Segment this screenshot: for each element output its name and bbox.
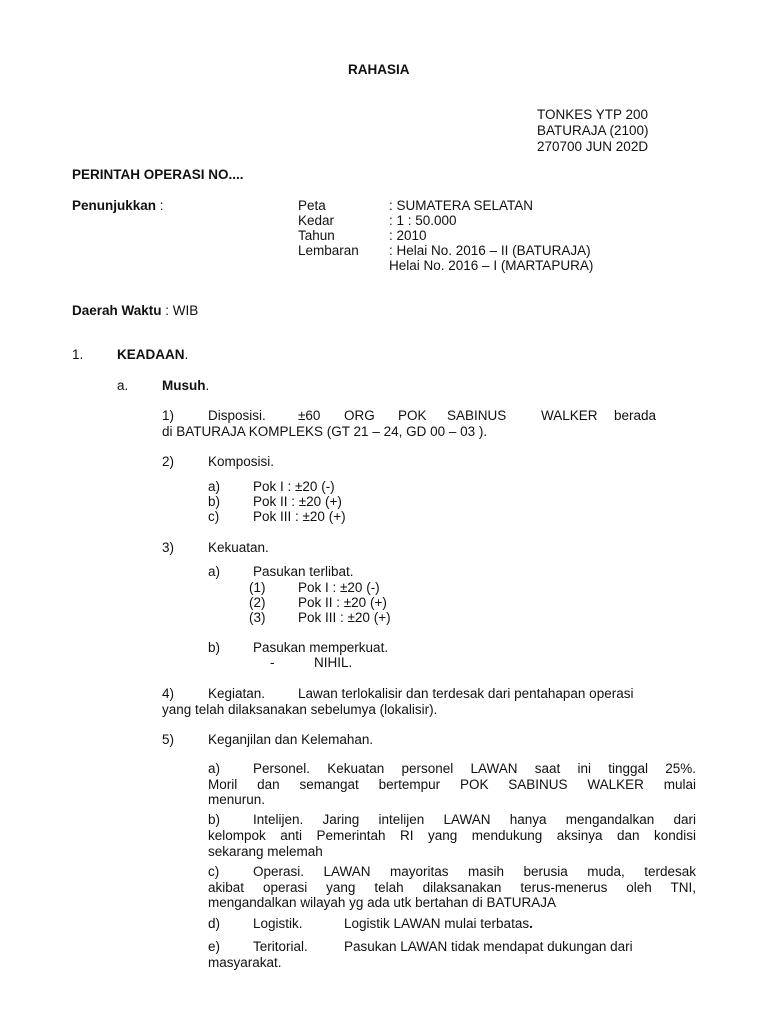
item-1-word-4: POK (398, 408, 427, 423)
item-2-number: 2) (162, 454, 175, 469)
item-5c-line1: Operasi. LAWAN mayoritas masih berusia muda, terdesak (253, 864, 696, 879)
item-3b-label: Pasukan memperkuat. (253, 640, 389, 655)
penunjukkan-value-lembaran: : Helai No. 2016 – II (BATURAJA) (389, 243, 591, 258)
header-right-line1: TONKES YTP 200 (537, 107, 649, 122)
item-3a-label: Pasukan terlibat. (253, 564, 354, 579)
penunjukkan-value-kedar: : 1 : 50.000 (389, 213, 457, 228)
header-right-line2: BATURAJA (2100) (537, 123, 649, 138)
item-5c-number: c) (208, 864, 220, 879)
item-1-word-3: ORG (344, 408, 375, 423)
terlibat-row-2-text: Pok II : ±20 (+) (298, 595, 387, 610)
item-5a-line2: Moril dan semangat bertempur POK SABINUS WALKER mulai (208, 777, 696, 792)
komposisi-row-a-text: Pok I : ±20 (-) (253, 479, 335, 494)
item-5b-line1: Intelijen. Jaring intelijen LAWAN hanya mengandalkan dari (253, 812, 696, 827)
item-3b-number: b) (208, 640, 221, 655)
komposisi-row-b-text: Pok II : ±20 (+) (253, 494, 342, 509)
section-1-number: 1. (72, 347, 84, 362)
item-3b-dash: - (270, 655, 275, 670)
item-3-label: Kekuatan. (208, 540, 269, 555)
item-5e-line2: masyarakat. (208, 955, 282, 970)
sub-a-dot: . (205, 378, 210, 393)
item-4-text1: Lawan terlokalisir dan terdesak dari pentahapan operasi (298, 686, 634, 701)
item-5e-text: Pasukan LAWAN tidak mendapat dukungan dari (344, 939, 633, 954)
penunjukkan-colon: : (156, 198, 164, 213)
section-1-heading (117, 347, 188, 363)
item-1-word-7: berada (614, 408, 657, 423)
penunjukkan-key-tahun: Tahun (298, 228, 335, 243)
document-title: PERINTAH OPERASI NO.... (72, 167, 244, 182)
komposisi-row-c-num: c) (208, 509, 220, 524)
penunjukkan-key-peta: Peta (298, 198, 326, 213)
item-5e-label: Teritorial. (253, 939, 308, 954)
item-4-number: 4) (162, 686, 175, 701)
item-2-label: Komposisi. (208, 454, 275, 469)
item-3a-number: a) (208, 564, 221, 579)
item-1-number: 1) (162, 408, 175, 423)
item-4-label: Kegiatan. (208, 686, 266, 701)
penunjukkan-label: Penunjukkan (72, 198, 157, 213)
penunjukkan-key-lembaran: Lembaran (298, 243, 359, 258)
item-5a-line1: Personel. Kekuatan personel LAWAN saat ini tinggal 25%. (253, 761, 696, 776)
penunjukkan-value-tahun: : 2010 (389, 228, 427, 243)
daerah-waktu-value: : WIB (161, 303, 199, 318)
terlibat-row-2-num: (2) (249, 595, 266, 610)
item-5d-number: d) (208, 916, 221, 931)
item-5-number: 5) (162, 732, 175, 747)
item-5b-line2: kelompok anti Pemerintah RI yang mendukung aksinya dan kondisi (208, 828, 696, 843)
penunjukkan-label-line (72, 198, 164, 214)
komposisi-row-b-num: b) (208, 494, 221, 509)
item-5d-text: Logistik LAWAN mulai terbatas (344, 916, 530, 931)
item-5d-dot: . (529, 916, 533, 931)
item-5e-number: e) (208, 939, 221, 954)
item-3-number: 3) (162, 540, 175, 555)
sub-a-title: Musuh (162, 378, 206, 393)
item-4-text2: yang telah dilaksanakan sebelumya (lokalisir). (162, 702, 438, 717)
item-1-word-5: SABINUS (447, 408, 507, 423)
penunjukkan-value-peta: : SUMATERA SELATAN (389, 198, 534, 213)
komposisi-row-c-text: Pok III : ±20 (+) (253, 509, 346, 524)
penunjukkan-key-kedar: Kedar (298, 213, 335, 228)
terlibat-row-1-text: Pok I : ±20 (-) (298, 580, 380, 595)
item-5d-label: Logistik. (253, 916, 303, 931)
komposisi-row-a-num: a) (208, 479, 221, 494)
item-5a-line3: menurun. (208, 792, 266, 807)
terlibat-row-1-num: (1) (249, 580, 266, 595)
item-1-word-2: ±60 (298, 408, 321, 423)
section-1-dot: . (184, 347, 189, 362)
header-right-line3: 270700 JUN 202D (537, 139, 649, 154)
item-1-word-1: Disposisi. (208, 408, 266, 423)
daerah-waktu-line (72, 303, 198, 319)
item-5c-line3: mengandalkan wilayah yg ada utk bertahan di BATURAJA (208, 895, 556, 910)
daerah-waktu-label: Daerah Waktu (72, 303, 162, 318)
sub-a-heading (162, 378, 209, 394)
item-5b-line3: sekarang melemah (208, 844, 323, 859)
penunjukkan-value-lembaran-2: Helai No. 2016 – I (MARTAPURA) (389, 258, 594, 273)
item-5a-number: a) (208, 761, 221, 776)
item-5-label: Keganjilan dan Kelemahan. (208, 732, 374, 747)
terlibat-row-3-text: Pok III : ±20 (+) (298, 610, 391, 625)
item-5b-number: b) (208, 812, 221, 827)
section-1-title: KEADAAN (117, 347, 185, 362)
terlibat-row-3-num: (3) (249, 610, 266, 625)
item-3b-value: NIHIL. (314, 655, 353, 670)
item-5d-text-line (344, 916, 533, 932)
item-1-line2: di BATURAJA KOMPLEKS (GT 21 – 24, GD 00 – 03 ). (162, 424, 488, 439)
sub-a-number: a. (117, 378, 129, 393)
item-5c-line2: akibat operasi yang telah dilaksanakan terus-menerus oleh TNI, (208, 880, 696, 895)
item-1-word-6: WALKER (541, 408, 598, 423)
classification-label: RAHASIA (348, 62, 410, 77)
